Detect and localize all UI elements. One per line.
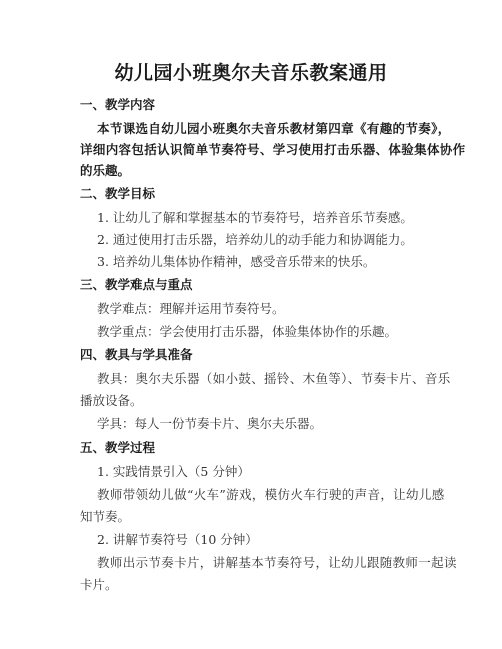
section-heading-materials: 四、教具与学具准备	[80, 347, 193, 362]
content-line: 详细内容包括认识简单节奏符号、学习使用打击乐器、体验集体协作	[80, 142, 466, 157]
content-line: 本节课选自幼儿园小班奥尔夫音乐教材第四章《有趣的节奏》，	[97, 121, 451, 136]
goal-item: 1. 让幼儿了解和掌握基本的节奏符号，培养音乐节奏感。	[97, 210, 413, 225]
key-point-text: 教学重点：学会使用打击乐器，体验集体协作的乐趣。	[97, 324, 398, 339]
difficulty-text: 教学难点：理解并运用节奏符号。	[97, 301, 285, 316]
materials-student-line: 学具：每人一份节奏卡片、奥尔夫乐器。	[97, 416, 323, 431]
process-step-text: 教师带领幼儿做“火车”游戏，模仿火车行驶的声音，让幼儿感	[97, 487, 445, 502]
section-heading-content: 一、教学内容	[80, 97, 156, 112]
materials-teacher-line: 播放设备。	[80, 393, 143, 408]
goal-item: 3. 培养幼儿集体协作精神，感受音乐带来的快乐。	[97, 254, 376, 269]
process-step-text: 知节奏。	[80, 509, 131, 524]
section-heading-process: 五、教学过程	[80, 440, 156, 455]
content-line: 的乐趣。	[80, 163, 131, 178]
process-step-text: 教师出示节奏卡片，讲解基本节奏符号，让幼儿跟随教师一起读	[97, 555, 457, 570]
process-step-title: 1. 实践情景引入（5 分钟）	[97, 464, 250, 479]
section-heading-goals: 二、教学目标	[80, 186, 156, 201]
materials-teacher-line: 教具：奥尔夫乐器（如小鼓、摇铃、木鱼等）、节奏卡片、音乐	[97, 371, 451, 386]
document-title: 幼儿园小班奥尔夫音乐教案通用	[114, 62, 388, 84]
process-step-text: 卡片。	[80, 577, 118, 592]
process-step-title: 2. 讲解节奏符号（10 分钟）	[97, 532, 258, 547]
section-heading-difficulty: 三、教学难点与重点	[80, 277, 193, 292]
goal-item: 2. 通过使用打击乐器，培养幼儿的动手能力和协调能力。	[97, 232, 413, 247]
